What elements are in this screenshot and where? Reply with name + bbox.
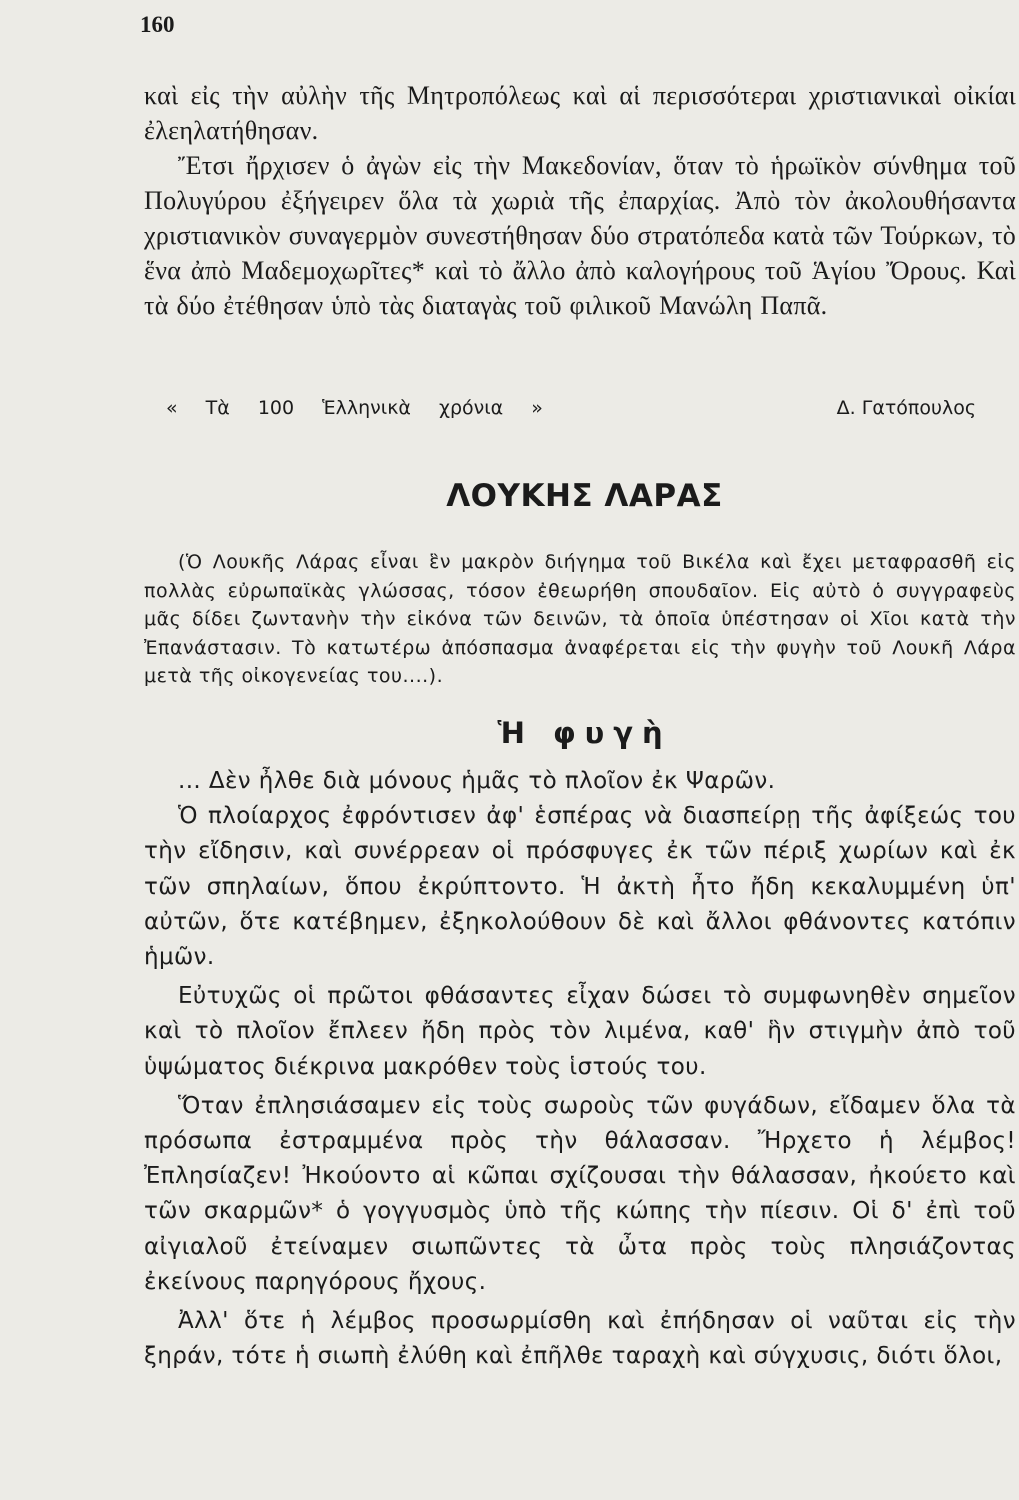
story-paragraph: Ὅταν ἐπλησιάσαμεν εἰς τοὺς σωροὺς τῶν φυγάδων, εἴδαμεν ὅλα τὰ πρόσωπα ἐστραμμένα πρὸς τὴν θάλασσαν. Ἤρχετο ἡ λέμβος! Ἐπλησίαζεν! Ἠκούοντο αἱ κῶπαι σχίζουσαι τὴν θάλασσαν, ἠκούετο καὶ τῶν σκαρμῶν* ὁ γογγυσμὸς ὑπὸ τῆς κώπης τὴν πίεσιν. Οἱ δ' ἐπὶ τοῦ αἰγιαλοῦ ἐτείναμεν σιωπῶντες τὰ ὦτα πρὸς τοὺς πλησιάζοντας ἐκείνους παρηγόρους ἤχους.	[144, 1092, 1016, 1295]
source-title: « Τὰ 100 Ἑλληνικὰ χρόνια »	[166, 397, 543, 419]
story-paragraph: Εὐτυχῶς οἱ πρῶτοι φθάσαντες εἶχαν δώσει τὸ συμφωνηθὲν σημεῖον καὶ τὸ πλοῖον ἔπλεεν ἤδη πρὸς τὸν λιμένα, καθ' ἣν στιγμὴν ἀπὸ τοῦ ὑψώματος διέκρινα μακρόθεν τοὺς ἱστούς του.	[144, 983, 1016, 1080]
source-citation	[166, 397, 976, 419]
editor-note	[144, 548, 1016, 691]
intro-paragraph: Ἔτσι ἤρχισεν ὁ ἀγὼν εἰς τὴν Μακεδονίαν, ὅταν τὸ ἡρωϊκὸν σύνθημα τοῦ Πολυγύρου ἐξήγειρεν ὅλα τὰ χωριὰ τῆς ἐπαρχίας. Ἀπὸ τὸν ἀκολουθήσαντα χριστιανικὸν συναγερμὸν συνεστήθησαν δύο στρατόπεδα κατὰ τῶν Τούρκων, τὸ ἕνα ἀπὸ Μαδεμοχωρῖτες* καὶ τὸ ἄλλο ἀπὸ καλογήρους τοῦ Ἁγίου Ὄρους. Καὶ τὰ δύο ἐτέθησαν ὑπὸ τὰς διαταγὰς τοῦ φιλικοῦ Μανώλη Παπᾶ.	[144, 151, 1016, 320]
story-paragraph: Ἀλλ' ὅτε ἡ λέμβος προσωρμίσθη καὶ ἐπήδησαν οἱ ναῦται εἰς τὴν ξηράν, τότε ἡ σιωπὴ ἐλύθη καὶ ἐπῆλθε ταραχὴ καὶ σύγχυσις, διότι ὅλοι,	[144, 1308, 1016, 1370]
intro-paragraph: καὶ εἰς τὴν αὐλὴν τῆς Μητροπόλεως καὶ αἱ περισσότεραι χριστιανικαὶ οἰκίαι ἐλεηλατήθησαν.	[144, 81, 1016, 145]
intro-text	[144, 78, 1016, 323]
section-title: ΛΟΥΚΗΣ ΛΑΡΑΣ	[446, 478, 723, 514]
page-number: 160	[140, 12, 175, 37]
story-paragraph: Ὁ πλοίαρχος ἐφρόντισεν ἀφ' ἑσπέρας νὰ διασπείρῃ τῆς ἀφίξεώς του τὴν εἴδησιν, καὶ συνέρρεαν οἱ πρόσφυγες ἐκ τῶν πέριξ χωρίων καὶ ἐκ τῶν σπηλαίων, ὅπου ἐκρύπτοντο. Ἡ ἀκτὴ ἦτο ἤδη κεκαλυμμένη ὑπ' αὐτῶν, ὅτε κατέβημεν, ἐξηκολούθουν δὲ καὶ ἄλλοι φθάνοντες κατόπιν ἡμῶν.	[144, 803, 1016, 971]
subsection-title: Ἡ φυγὴ	[497, 716, 672, 750]
source-author: Δ. Γατόπουλος	[836, 397, 976, 419]
story-paragraph: ... Δὲν ἦλθε διὰ μόνους ἡμᾶς τὸ πλοῖον ἐκ Ψαρῶν.	[178, 768, 776, 794]
story-text	[144, 764, 1016, 1374]
editor-note-text: (Ὁ Λουκῆς Λάρας εἶναι ἓν μακρὸν διήγημα τοῦ Βικέλα καὶ ἔχει μεταφρασθῆ εἰς πολλὰς εὐρωπαϊκὰς γλώσσας, τόσον ἐθεωρήθη σπουδαῖον. Εἰς αὐτὸ ὁ συγγραφεὺς μᾶς δίδει ζωντανὴν τὴν εἰκόνα τῶν δεινῶν, τὰ ὁποῖα ὑπέστησαν οἱ Χῖοι κατὰ τὴν Ἐπανάστασιν. Τὸ κατωτέρω ἀπόσπασμα ἀναφέρεται εἰς τὴν φυγὴν τοῦ Λουκῆ Λάρα μετὰ τῆς οἰκογενείας του....).	[144, 551, 1016, 687]
